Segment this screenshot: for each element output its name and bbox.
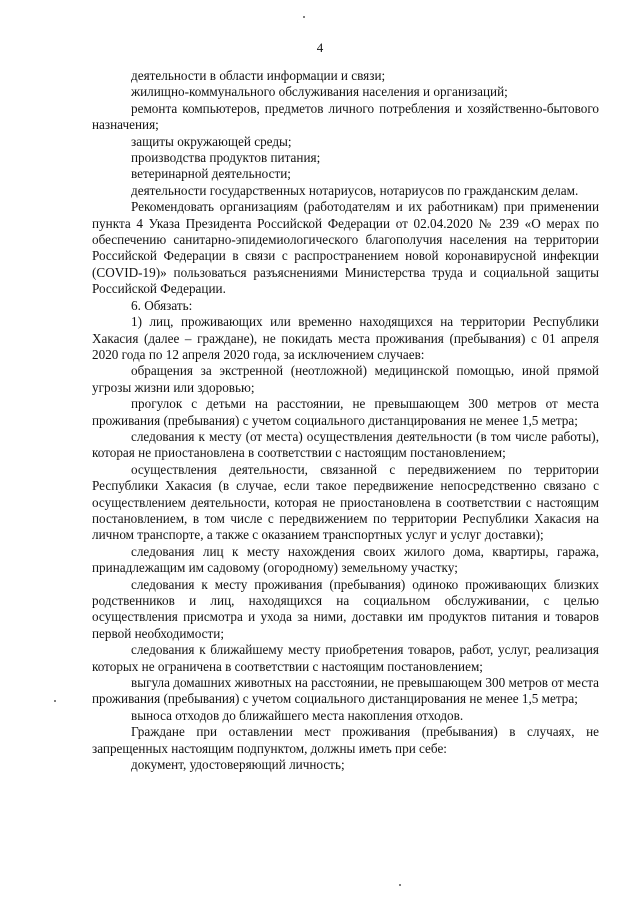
paragraph: следования к ближайшему месту приобретения товаров, работ, услуг, реализация которых не ограничена в соответствии с настоящим постановлением; [92,642,599,674]
paragraph: производства продуктов питания; [131,150,321,166]
paragraph: следования к месту (от места) осуществления деятельности (в том числе работы), которая не приостановлена в соответствии с настоящим постановлением; [92,428,599,461]
paragraph: следования лиц к месту нахождения своих жилого дома, квартиры, гаража, принадлежащим им садовому (огородному) земельному участку; [92,543,599,576]
paragraph: защиты окружающей среды; [131,133,292,149]
scan-speck [399,884,401,886]
paragraph: обращения за экстренной (неотложной) медицинской помощью, иной прямой угрозы жизни или здоровью; [92,363,599,395]
paragraph: выгула домашних животных на расстоянии, не превышающем 300 метров от места проживания (пребывания) с учетом социального дистанцирования не менее 1,5 метра; [92,675,599,707]
paragraph: выноса отходов до ближайшего места накопления отходов. [131,707,464,723]
page-number: 4 [316,40,324,55]
scan-speck [303,16,305,18]
paragraph: прогулок с детьми на расстоянии, не превышающем 300 метров от места проживания (пребывания) с учетом социального дистанцирования не менее 1,5 метра; [92,396,599,428]
body-text [92,68,599,773]
paragraph: жилищно-коммунального обслуживания населения и организаций; [131,84,508,100]
paragraph: 6. Обязать: [131,297,193,313]
paragraph: деятельности в области информации и связи; [131,68,386,83]
paragraph: Рекомендовать организациям (работодателям и их работникам) при применении пункта 4 Указа Президента Российской Федерации от 02.04.2020 № 239 «О мерах по обеспечению санитарно-эпидемиологического благополучия населения на территории Российской Федерации в связи с распространением новой коронавирусной инфекции (COVID-19)» пользоваться разъяснениями Министерства труда и социальной защиты Российской Федерации. [92,199,599,297]
paragraph: осуществления деятельности, связанной с передвижением по территории Республики Хакасия (в случае, если такое передвижение непосредственно связано с осуществлением деятельности, которая не приостановлена в соответствии с настоящим постановлением, в том числе с передвижением по территории Республики Хакасия на личном транспорте, а также с оказанием транспортных услуг и услуг доставки); [92,461,599,543]
paragraph: документ, удостоверяющий личность; [131,757,345,773]
paragraph: ремонта компьютеров, предметов личного потребления и хозяйственно-бытового назначения; [92,100,599,133]
paragraph: Граждане при оставлении мест проживания (пребывания) в случаях, не запрещенных настоящим подпунктом, должны иметь при себе: [92,724,599,756]
paragraph: деятельности государственных нотариусов, нотариусов по гражданским делам. [131,182,579,198]
paragraph: 1) лиц, проживающих или временно находящихся на территории Республики Хакасия (далее – граждане), не покидать места проживания (пребывания) с 01 апреля 2020 года по 12 апреля 2020 года, за исключением случаев: [92,314,599,362]
paragraph: ветеринарной деятельности; [131,166,291,182]
scan-speck [54,700,56,702]
paragraph: следования к месту проживания (пребывания) одиноко проживающих близких родственников и лиц, находящихся на социальном обслуживании, с целью осуществления присмотра и ухода за ними, доставки им продуктов питания и товаров первой необходимости; [92,576,599,641]
